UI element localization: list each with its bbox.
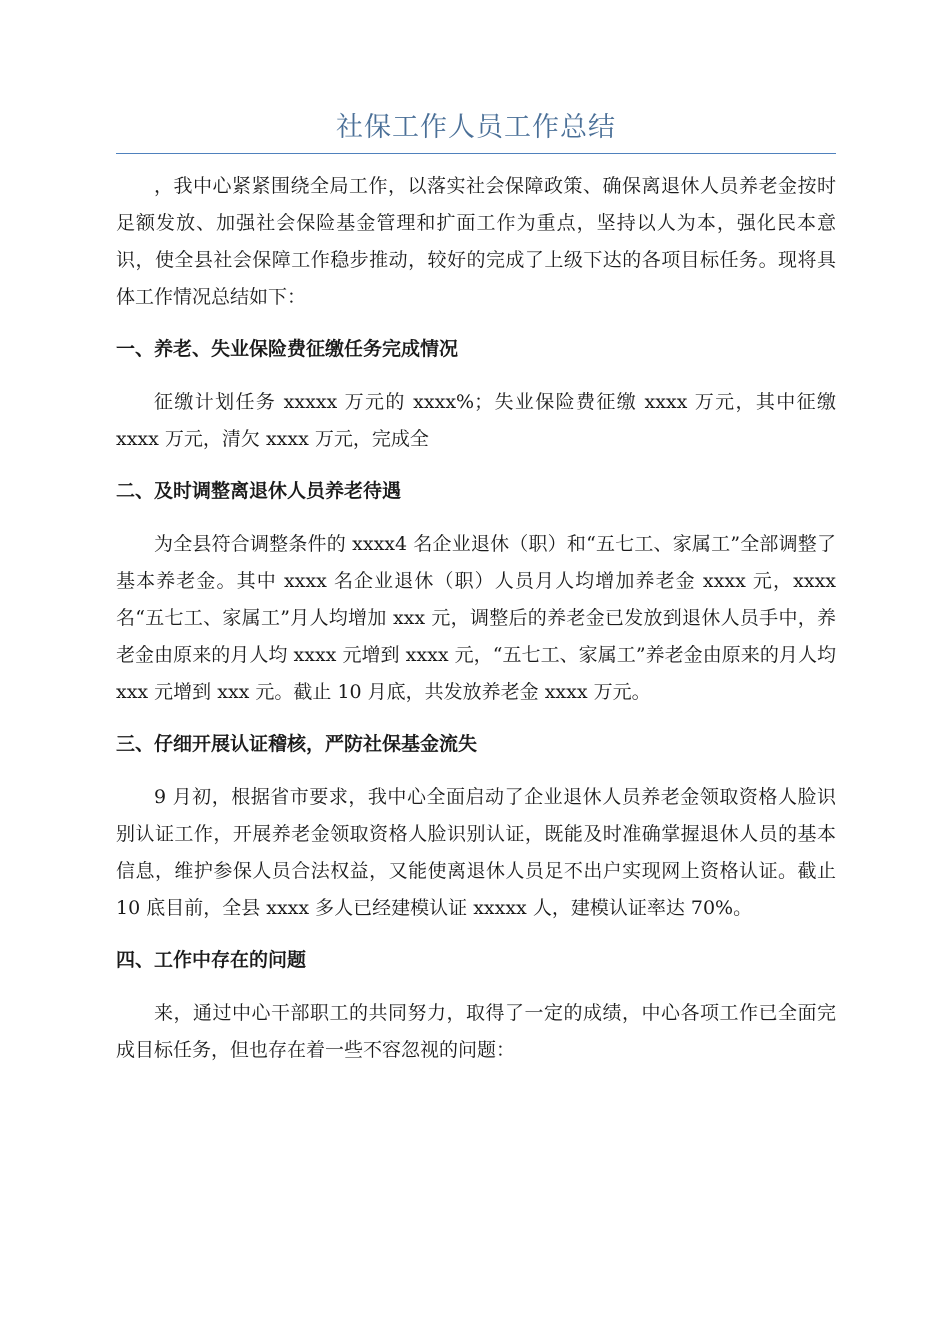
section-heading: 四、工作中存在的问题 <box>116 949 307 971</box>
section-body: 9 月初，根据省市要求，我中心全面启动了企业退休人员养老金领取资格人脸识别认证工作，开展养老金领取资格人脸识别认证，既能及时准确掌握退休人员的基本信息，维护参保人员合法权益，又能使离退休人员足不出户实现网上资格认证。截止 10 底目前，全县 xxxx 多人已经建模认证 xxxxx 人，建模认证率达 70%。 <box>116 786 836 919</box>
section-1 <box>116 331 836 458</box>
section-4 <box>116 942 836 1069</box>
section-body: 来，通过中心干部职工的共同努力，取得了一定的成绩，中心各项工作已全面完成目标任务，但也存在着一些不容忽视的问题： <box>116 1002 836 1061</box>
intro-paragraph: ，我中心紧紧围绕全局工作，以落实社会保障政策、确保离退休人员养老金按时足额发放、加强社会保险基金管理和扩面工作为重点，坚持以人为本，强化民本意识，使全县社会保障工作稳步推动，较好的完成了上级下达的各项目标任务。现将具体工作情况总结如下： <box>116 175 836 308</box>
section-heading: 一、养老、失业保险费征缴任务完成情况 <box>116 338 459 360</box>
section-3 <box>116 726 836 927</box>
section-heading: 三、仔细开展认证稽核，严防社保基金流失 <box>116 733 478 755</box>
title-divider <box>116 153 836 154</box>
document-title: 社保工作人员工作总结 <box>336 112 616 143</box>
section-body: 为全县符合调整条件的 xxxx4 名企业退休（职）和“五七工、家属工”全部调整了基本养老金。其中 xxxx 名企业退休（职）人员月人均增加养老金 xxxx 元，xxxx 名“五七工、家属工”月人均增加 xxx 元，调整后的养老金已发放到退休人员手中，养老金由原来的月人均 xxxx 元增到 xxxx 元，“五七工、家属工”养老金由原来的月人均 xxx 元增到 xxx 元。截止 10 月底，共发放养老金 xxxx 万元。 <box>116 533 836 703</box>
section-body: 征缴计划任务 xxxxx 万元的 xxxx%；失业保险费征缴 xxxx 万元，其中征缴 xxxx 万元，清欠 xxxx 万元，完成全 <box>116 391 836 450</box>
section-heading: 二、及时调整离退休人员养老待遇 <box>116 480 402 502</box>
section-2 <box>116 473 836 711</box>
document-page <box>116 108 836 1069</box>
